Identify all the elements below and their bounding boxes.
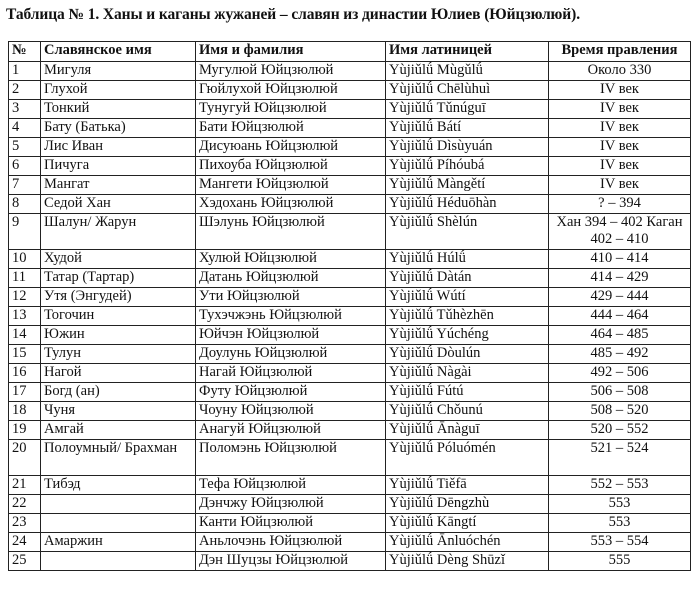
cell-latin-name: Yùjiǔlǘ Dàtán <box>386 269 549 288</box>
cell-latin-name: Yùjiǔlǘ Yúchéng <box>386 326 549 345</box>
cell-latin-name: Yùjiǔlǘ Dòulún <box>386 345 549 364</box>
cell-number: 19 <box>9 421 41 440</box>
cell-reign: 520 – 552 <box>549 421 691 440</box>
cell-latin-name: Yùjiǔlǘ Píhóubá <box>386 157 549 176</box>
cell-full-name: Хэдохань Юйцзюлюй <box>196 195 386 214</box>
cell-reign: Около 330 <box>549 62 691 81</box>
cell-reign: ? – 394 <box>549 195 691 214</box>
cell-full-name: Тухэчжэнь Юйцзюлюй <box>196 307 386 326</box>
cell-reign: IV век <box>549 138 691 157</box>
cell-full-name: Пихоуба Юйцзюлюй <box>196 157 386 176</box>
cell-latin-name: Yùjiǔlǘ Tiěfā <box>386 476 549 495</box>
cell-slavic-name: Татар (Тартар) <box>41 269 196 288</box>
cell-latin-name: Yùjiǔlǘ Mùgǔlǘ <box>386 62 549 81</box>
table-row <box>9 402 691 421</box>
table-row <box>9 421 691 440</box>
cell-reign: 485 – 492 <box>549 345 691 364</box>
cell-reign: IV век <box>549 100 691 119</box>
cell-number: 9 <box>9 214 41 250</box>
table-row <box>9 476 691 495</box>
page-title: Таблица № 1. Ханы и каганы жужаней – славян из династии Юлиев (Юйцзюлюй). <box>6 6 580 23</box>
cell-reign: 492 – 506 <box>549 364 691 383</box>
cell-slavic-name: Лис Иван <box>41 138 196 157</box>
cell-reign: 555 <box>549 552 691 571</box>
cell-latin-name: Yùjiǔlǘ Dēngzhù <box>386 495 549 514</box>
cell-slavic-name: Бату (Батька) <box>41 119 196 138</box>
cell-full-name: Датань Юйцзюлюй <box>196 269 386 288</box>
cell-full-name: Ути Юйцзюлюй <box>196 288 386 307</box>
table-row <box>9 195 691 214</box>
header-full-name: Имя и фамилия <box>196 42 386 62</box>
cell-number: 5 <box>9 138 41 157</box>
table-row <box>9 495 691 514</box>
cell-full-name: Юйчэн Юйцзюлюй <box>196 326 386 345</box>
cell-reign: 410 – 414 <box>549 250 691 269</box>
cell-latin-name: Yùjiǔlǘ Húlǘ <box>386 250 549 269</box>
cell-latin-name: Yùjiǔlǘ Bátí <box>386 119 549 138</box>
table-row <box>9 383 691 402</box>
cell-number: 11 <box>9 269 41 288</box>
cell-slavic-name: Нагой <box>41 364 196 383</box>
cell-number: 13 <box>9 307 41 326</box>
cell-slavic-name: Чуня <box>41 402 196 421</box>
cell-slavic-name: Пичуга <box>41 157 196 176</box>
cell-latin-name: Yùjiǔlǘ Dèng Shūzǐ <box>386 552 549 571</box>
cell-slavic-name <box>41 552 196 571</box>
cell-full-name: Чоуну Юйцзюлюй <box>196 402 386 421</box>
header-reign: Время правления <box>549 42 691 62</box>
cell-slavic-name: Полоумный/ Брахман <box>41 440 196 476</box>
cell-number: 2 <box>9 81 41 100</box>
header-latin-name: Имя латиницей <box>386 42 549 62</box>
cell-slavic-name: Худой <box>41 250 196 269</box>
cell-full-name: Поломэнь Юйцзюлюй <box>196 440 386 476</box>
table-row <box>9 440 691 476</box>
cell-slavic-name: Тонкий <box>41 100 196 119</box>
cell-number: 4 <box>9 119 41 138</box>
cell-latin-name: Yùjiǔlǘ Shèlún <box>386 214 549 250</box>
cell-full-name: Дэн Шуцзы Юйцзюлюй <box>196 552 386 571</box>
cell-slavic-name: Мигуля <box>41 62 196 81</box>
cell-reign: IV век <box>549 176 691 195</box>
cell-slavic-name: Амаржин <box>41 533 196 552</box>
cell-full-name: Дэнчжу Юйцзюлюй <box>196 495 386 514</box>
table-row <box>9 138 691 157</box>
cell-slavic-name: Шалун/ Жарун <box>41 214 196 250</box>
cell-number: 3 <box>9 100 41 119</box>
cell-full-name: Футу Юйцзюлюй <box>196 383 386 402</box>
cell-latin-name: Yùjiǔlǘ Ānluóchén <box>386 533 549 552</box>
cell-full-name: Хулюй Юйцзюлюй <box>196 250 386 269</box>
cell-reign: Хан 394 – 402 Каган 402 – 410 <box>549 214 691 250</box>
table-row <box>9 533 691 552</box>
cell-number: 7 <box>9 176 41 195</box>
cell-latin-name: Yùjiǔlǘ Fútú <box>386 383 549 402</box>
cell-full-name: Мугулюй Юйцзюлюй <box>196 62 386 81</box>
cell-reign: 553 – 554 <box>549 533 691 552</box>
cell-slavic-name <box>41 514 196 533</box>
table-row <box>9 288 691 307</box>
cell-latin-name: Yùjiǔlǘ Wútí <box>386 288 549 307</box>
cell-reign: 444 – 464 <box>549 307 691 326</box>
cell-full-name: Доулунь Юйцзюлюй <box>196 345 386 364</box>
cell-latin-name: Yùjiǔlǘ Nàgài <box>386 364 549 383</box>
cell-slavic-name: Утя (Энгудей) <box>41 288 196 307</box>
table-row <box>9 81 691 100</box>
cell-latin-name: Yùjiǔlǘ Tǔnúguī <box>386 100 549 119</box>
cell-slavic-name: Глухой <box>41 81 196 100</box>
cell-slavic-name: Амгай <box>41 421 196 440</box>
cell-latin-name: Yùjiǔlǘ Kāngtí <box>386 514 549 533</box>
header-slavic-name: Славянское имя <box>41 42 196 62</box>
cell-number: 14 <box>9 326 41 345</box>
cell-number: 1 <box>9 62 41 81</box>
cell-number: 10 <box>9 250 41 269</box>
cell-full-name: Аньлочэнь Юйцзюлюй <box>196 533 386 552</box>
cell-reign: 553 <box>549 514 691 533</box>
table-row <box>9 62 691 81</box>
cell-full-name: Анагуй Юйцзюлюй <box>196 421 386 440</box>
cell-slavic-name: Богд (ан) <box>41 383 196 402</box>
cell-full-name: Дисуюань Юйцзюлюй <box>196 138 386 157</box>
cell-number: 18 <box>9 402 41 421</box>
rulers-table <box>8 41 691 571</box>
cell-full-name: Тунугуй Юйцзюлюй <box>196 100 386 119</box>
cell-number: 24 <box>9 533 41 552</box>
header-number: № <box>9 42 41 62</box>
cell-reign: 506 – 508 <box>549 383 691 402</box>
cell-full-name: Шэлунь Юйцзюлюй <box>196 214 386 250</box>
cell-number: 15 <box>9 345 41 364</box>
cell-reign: 508 – 520 <box>549 402 691 421</box>
cell-number: 12 <box>9 288 41 307</box>
table-row <box>9 214 691 250</box>
table-row <box>9 307 691 326</box>
table-row <box>9 552 691 571</box>
cell-slavic-name: Мангат <box>41 176 196 195</box>
table-row <box>9 345 691 364</box>
cell-latin-name: Yùjiǔlǘ Dìsùyuán <box>386 138 549 157</box>
table-row <box>9 364 691 383</box>
cell-reign: 464 – 485 <box>549 326 691 345</box>
cell-latin-name: Yùjiǔlǘ Tǔhèzhēn <box>386 307 549 326</box>
cell-slavic-name: Седой Хан <box>41 195 196 214</box>
cell-full-name: Нагай Юйцзюлюй <box>196 364 386 383</box>
cell-slavic-name: Тогочин <box>41 307 196 326</box>
cell-latin-name: Yùjiǔlǘ Héduōhàn <box>386 195 549 214</box>
cell-latin-name: Yùjiǔlǘ Chǒunú <box>386 402 549 421</box>
cell-number: 16 <box>9 364 41 383</box>
table-row <box>9 250 691 269</box>
cell-number: 17 <box>9 383 41 402</box>
cell-number: 25 <box>9 552 41 571</box>
cell-reign: IV век <box>549 119 691 138</box>
cell-latin-name: Yùjiǔlǘ Chēlùhuì <box>386 81 549 100</box>
cell-slavic-name <box>41 495 196 514</box>
cell-reign: 429 – 444 <box>549 288 691 307</box>
cell-full-name: Канти Юйцзюлюй <box>196 514 386 533</box>
cell-reign: IV век <box>549 157 691 176</box>
table-row <box>9 176 691 195</box>
table-row <box>9 119 691 138</box>
cell-slavic-name: Южин <box>41 326 196 345</box>
cell-reign: IV век <box>549 81 691 100</box>
cell-number: 6 <box>9 157 41 176</box>
table-row <box>9 326 691 345</box>
cell-number: 8 <box>9 195 41 214</box>
cell-number: 20 <box>9 440 41 476</box>
cell-number: 21 <box>9 476 41 495</box>
cell-latin-name: Yùjiǔlǘ Póluómén <box>386 440 549 476</box>
table-row <box>9 514 691 533</box>
cell-latin-name: Yùjiǔlǘ Ānàguī <box>386 421 549 440</box>
cell-full-name: Гюйлухой Юйцзюлюй <box>196 81 386 100</box>
cell-slavic-name: Тибэд <box>41 476 196 495</box>
cell-number: 22 <box>9 495 41 514</box>
cell-slavic-name: Тулун <box>41 345 196 364</box>
table-row <box>9 269 691 288</box>
table-row <box>9 157 691 176</box>
table-header-row <box>9 42 691 62</box>
cell-latin-name: Yùjiǔlǘ Màngětí <box>386 176 549 195</box>
cell-full-name: Тефа Юйцзюлюй <box>196 476 386 495</box>
table-row <box>9 100 691 119</box>
cell-number: 23 <box>9 514 41 533</box>
cell-full-name: Бати Юйцзюлюй <box>196 119 386 138</box>
cell-reign: 414 – 429 <box>549 269 691 288</box>
cell-full-name: Мангети Юйцзюлюй <box>196 176 386 195</box>
cell-reign: 552 – 553 <box>549 476 691 495</box>
table-body <box>9 62 691 571</box>
cell-reign: 553 <box>549 495 691 514</box>
cell-reign: 521 – 524 <box>549 440 691 476</box>
